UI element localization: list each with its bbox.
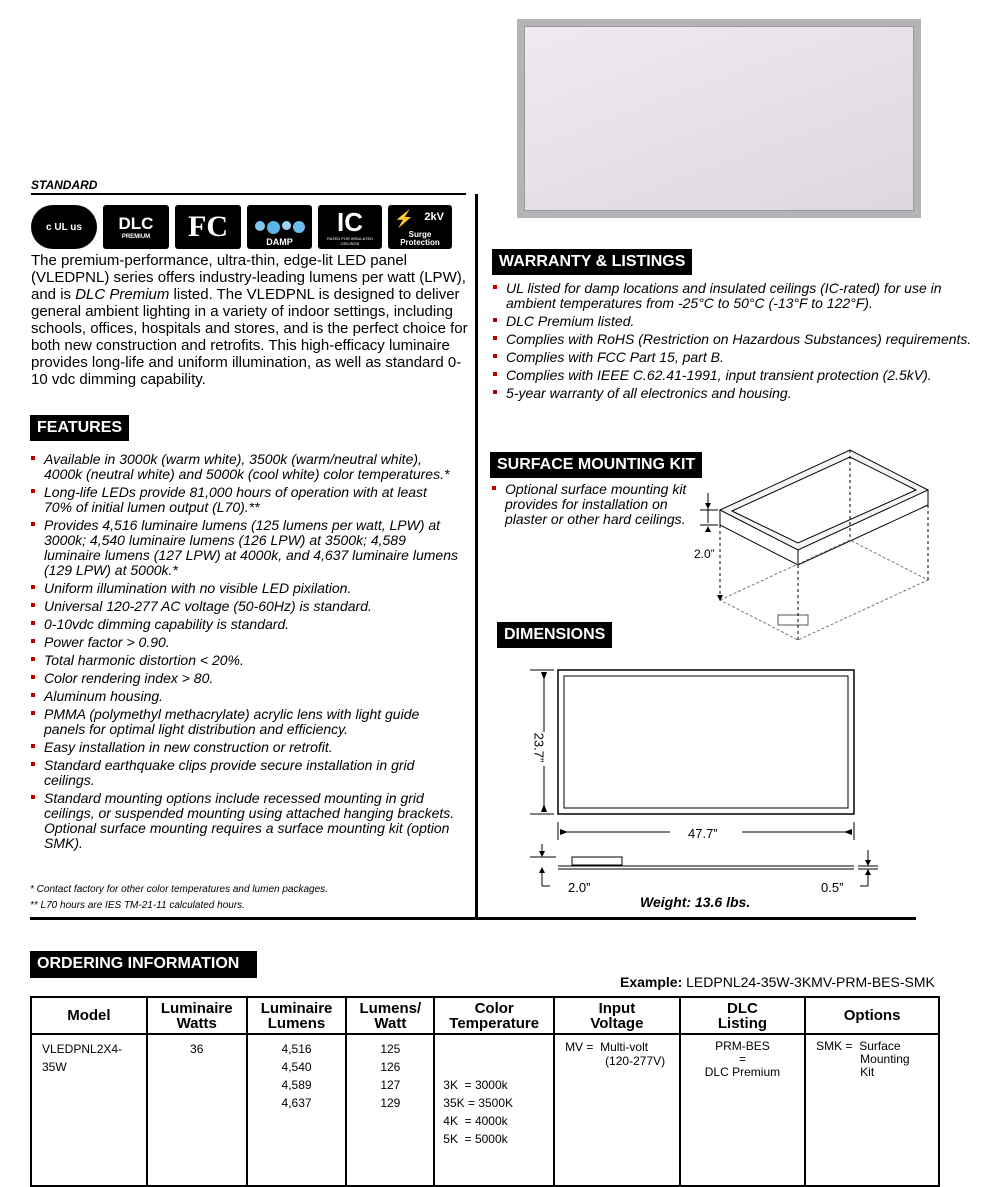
example-label: Example: bbox=[620, 974, 683, 990]
feature-item: Total harmonic distortion < 20%. bbox=[30, 653, 458, 668]
dimensions-header: DIMENSIONS bbox=[497, 622, 612, 648]
surface-kit-diagram bbox=[690, 445, 940, 655]
header-lpw: Lumens/ Watt bbox=[346, 997, 434, 1034]
feature-item: Color rendering index > 80. bbox=[30, 671, 458, 686]
cell-options: SMK = Surface Mounting Kit bbox=[805, 1034, 939, 1186]
dlc-badge-text: DLC bbox=[118, 214, 154, 233]
warranty-list bbox=[492, 281, 972, 404]
surface-list bbox=[491, 482, 691, 530]
feature-item: Universal 120-277 AC voltage (50-60Hz) is standard. bbox=[30, 599, 458, 614]
lip-dim-label: 0.5” bbox=[821, 880, 844, 895]
damp-badge-text: DAMP bbox=[266, 237, 293, 247]
ordering-table bbox=[30, 996, 940, 1187]
ic-rated-badge bbox=[318, 205, 382, 249]
fcc-badge bbox=[175, 205, 241, 249]
header-lumens: Luminaire Lumens bbox=[247, 997, 347, 1034]
ic-badge-sub: RATED FOR INSULATED CEILINGS bbox=[326, 236, 374, 246]
ordering-example bbox=[620, 974, 935, 990]
intro-text-1: The premium-performance, ultra-thin, edge-lit LED panel (VLEDPNL) series offers industry-leading lumens per watt (LPW), and is bbox=[31, 252, 466, 303]
warranty-item: Complies with RoHS (Restriction on Hazardous Substances) requirements. bbox=[492, 332, 972, 347]
intro-paragraph bbox=[31, 252, 471, 388]
height-dim-label: 23.7” bbox=[531, 732, 547, 763]
cell-lpw: 125 126 127 129 bbox=[346, 1034, 434, 1186]
feature-item: Aluminum housing. bbox=[30, 689, 458, 704]
surface-dim-label: 2.0” bbox=[694, 547, 715, 561]
header-options: Options bbox=[805, 997, 939, 1034]
warranty-header: WARRANTY & LISTINGS bbox=[492, 249, 692, 275]
ic-badge-text: IC bbox=[337, 207, 363, 237]
column-divider bbox=[475, 194, 478, 918]
depth-dim-label: 2.0” bbox=[568, 880, 591, 895]
feature-item: Uniform illumination with no visible LED pixilation. bbox=[30, 581, 458, 596]
water-drops-icon bbox=[255, 221, 305, 234]
intro-dlc-text: DLC Premium bbox=[75, 286, 170, 303]
warranty-item: DLC Premium listed. bbox=[492, 314, 972, 329]
ordering-header: ORDERING INFORMATION bbox=[30, 951, 257, 978]
dlc-premium-badge bbox=[103, 205, 169, 249]
table-header-row bbox=[31, 997, 939, 1034]
warranty-item: UL listed for damp locations and insulated ceilings (IC-rated) for use in ambient temperatures from -25°C to 50°C (-13°F to 122°F). bbox=[492, 281, 972, 311]
ul-listed-badge bbox=[31, 205, 97, 249]
standard-label: STANDARD bbox=[31, 178, 98, 192]
header-color-temp: Color Temperature bbox=[434, 997, 554, 1034]
feature-item: Standard earthquake clips provide secure installation in grid ceilings. bbox=[30, 758, 458, 788]
cell-dlc-listing: PRM-BES = DLC Premium bbox=[680, 1034, 805, 1186]
cell-model: VLEDPNL2X4-35W bbox=[31, 1034, 147, 1186]
product-photo bbox=[517, 19, 921, 218]
feature-item: Standard mounting options include recessed mounting in grid ceilings, or suspended mounting using attached hanging brackets. Optional surface mounting requires a surface mounting kit (option SMK). bbox=[30, 791, 458, 851]
section-divider bbox=[30, 917, 916, 920]
cell-lumens: 4,516 4,540 4,589 4,637 bbox=[247, 1034, 347, 1186]
standard-rule bbox=[31, 193, 466, 195]
example-value: LEDPNL24-35W-3KMV-PRM-BES-SMK bbox=[686, 974, 935, 990]
feature-item: Easy installation in new construction or retrofit. bbox=[30, 740, 458, 755]
dlc-badge-sub: PREMIUM bbox=[121, 234, 151, 240]
surge-kv-text: 2kV bbox=[424, 211, 444, 223]
damp-badge bbox=[247, 205, 312, 249]
surface-item: Optional surface mounting kit provides for installation on plaster or other hard ceilings. bbox=[491, 482, 691, 527]
surge-label-text: Surge Protection bbox=[400, 230, 440, 247]
ul-badge-text: c UL us bbox=[46, 221, 82, 233]
width-dim-label: 47.7” bbox=[688, 826, 718, 841]
table-row bbox=[31, 1034, 939, 1186]
feature-item: Power factor > 0.90. bbox=[30, 635, 458, 650]
footnote-2: ** L70 hours are IES TM-21-11 calculated hours. bbox=[30, 900, 245, 911]
cell-input-voltage: MV = Multi-volt (120-277V) bbox=[554, 1034, 680, 1186]
features-list bbox=[30, 452, 458, 854]
intro-text-2: listed. The VLEDPNL is designed to deliver general ambient lighting in a variety of indoor settings, including schools, offices, hospitals and stores, and is the perfect choice for both new construction and retrofits. This high-efficacy luminaire provides long-life and uniform illumination, as well as standard 0-10 vdc dimming capability. bbox=[31, 286, 468, 388]
header-watts: Luminaire Watts bbox=[147, 997, 247, 1034]
cell-watts: 36 bbox=[147, 1034, 247, 1186]
feature-item: Available in 3000k (warm white), 3500k (warm/neutral white), 4000k (neutral white) and 5000k (cool white) color temperatures.* bbox=[30, 452, 458, 482]
fcc-badge-text: FC bbox=[188, 210, 228, 243]
features-header: FEATURES bbox=[30, 415, 129, 441]
warranty-item: Complies with FCC Part 15, part B. bbox=[492, 350, 972, 365]
cell-color-temp: 3K = 3000k 35K = 3500K 4K = 4000k 5K = 5000k bbox=[434, 1034, 554, 1186]
feature-item: Long-life LEDs provide 81,000 hours of operation with at least 70% of initial lumen output (L70).** bbox=[30, 485, 458, 515]
header-model: Model bbox=[31, 997, 147, 1034]
weight-label: Weight: 13.6 lbs. bbox=[640, 894, 751, 910]
header-input-voltage: Input Voltage bbox=[554, 997, 680, 1034]
footnote-1: * Contact factory for other color temperatures and lumen packages. bbox=[30, 884, 328, 895]
dimensions-diagram bbox=[520, 660, 890, 890]
feature-item: Provides 4,516 luminaire lumens (125 lumens per watt, LPW) at 3000k; 4,540 luminaire lumens (126 LPW) at 3500k; 4,589 luminaire lumens (127 LPW) at 4000k, and 4,637 luminaire lumens (129 LPW) at 5000k.* bbox=[30, 518, 458, 578]
feature-item: 0-10vdc dimming capability is standard. bbox=[30, 617, 458, 632]
surge-protection-badge bbox=[388, 205, 452, 249]
feature-item: PMMA (polymethyl methacrylate) acrylic lens with light guide panels for optimal light distribution and efficiency. bbox=[30, 707, 458, 737]
surface-mounting-header: SURFACE MOUNTING KIT bbox=[490, 452, 702, 478]
warranty-item: 5-year warranty of all electronics and housing. bbox=[492, 386, 972, 401]
warranty-item: Complies with IEEE C.62.41-1991, input transient protection (2.5kV). bbox=[492, 368, 972, 383]
header-dlc-listing: DLC Listing bbox=[680, 997, 805, 1034]
lightning-icon: ⚡ bbox=[394, 211, 414, 228]
